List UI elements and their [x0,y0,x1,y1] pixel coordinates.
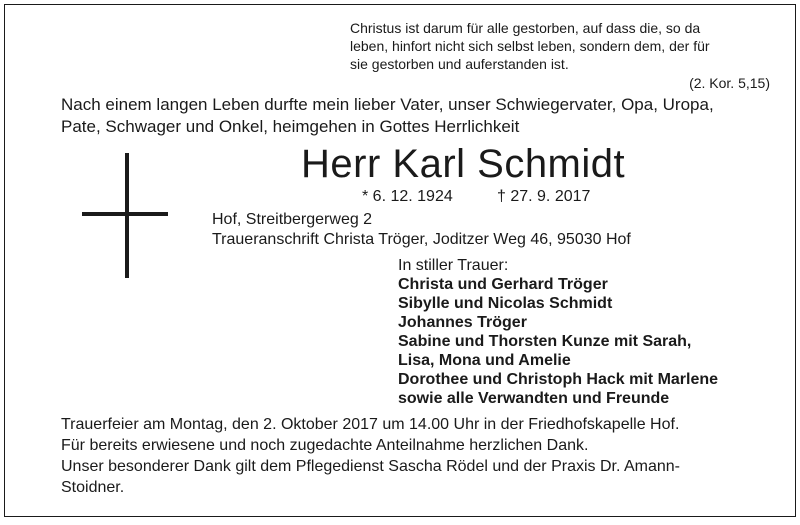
list-item: Johannes Tröger [398,314,527,331]
list-item: sowie alle Verwandten und Freunde [398,390,670,407]
mourners-list [398,256,788,408]
special-thanks-line: Unser besonderer Dank gilt dem Pflegedienst Sascha Rödel und der Praxis Dr. Amann- [61,458,680,475]
mourners-heading: In stiller Trauer: [398,257,509,274]
verse-line: leben, hinfort nicht sich selbst leben, sondern dem, der für [350,38,710,54]
list-item: Sabine und Thorsten Kunze mit Sarah, [398,333,692,350]
verse-line: Christus ist darum für alle gestorben, auf dass die, so da [350,20,701,36]
closing-text [61,414,761,498]
special-thanks-line: Stoidner. [61,479,125,496]
cross-horizontal-bar [82,212,168,216]
address-block [212,210,772,250]
deceased-name: Herr Karl Schmidt [301,142,626,186]
funeral-info: Trauerfeier am Montag, den 2. Oktober 2017 um 14.00 Uhr in der Friedhofskapelle Hof. [61,416,680,433]
verse-reference: (2. Kor. 5,15) [689,75,770,91]
intro-text [61,94,781,138]
residence: Hof, Streitbergerweg 2 [212,211,373,228]
list-item: Christa und Gerhard Tröger [398,276,608,293]
intro-line: Pate, Schwager und Onkel, heimgehen in Gottes Herrlichkeit [61,117,520,136]
death-date: † 27. 9. 2017 [497,188,591,205]
birth-date: * 6. 12. 1924 [362,188,453,205]
obituary-notice [4,4,796,517]
cross-icon [82,153,168,278]
bible-verse [350,19,770,73]
intro-line: Nach einem langen Leben durfte mein lieber Vater, unser Schwiegervater, Opa, Uropa, [61,95,714,114]
verse-line: sie gestorben und auferstanden ist. [350,56,569,72]
mourning-address: Traueranschrift Christa Tröger, Joditzer Weg 46, 95030 Hof [212,231,631,248]
thanks-line: Für bereits erwiesene und noch zugedachte Anteilnahme herzlichen Dank. [61,437,589,454]
list-item: Dorothee und Christoph Hack mit Marlene [398,371,719,388]
list-item: Sibylle und Nicolas Schmidt [398,295,613,312]
list-item: Lisa, Mona und Amelie [398,352,571,369]
